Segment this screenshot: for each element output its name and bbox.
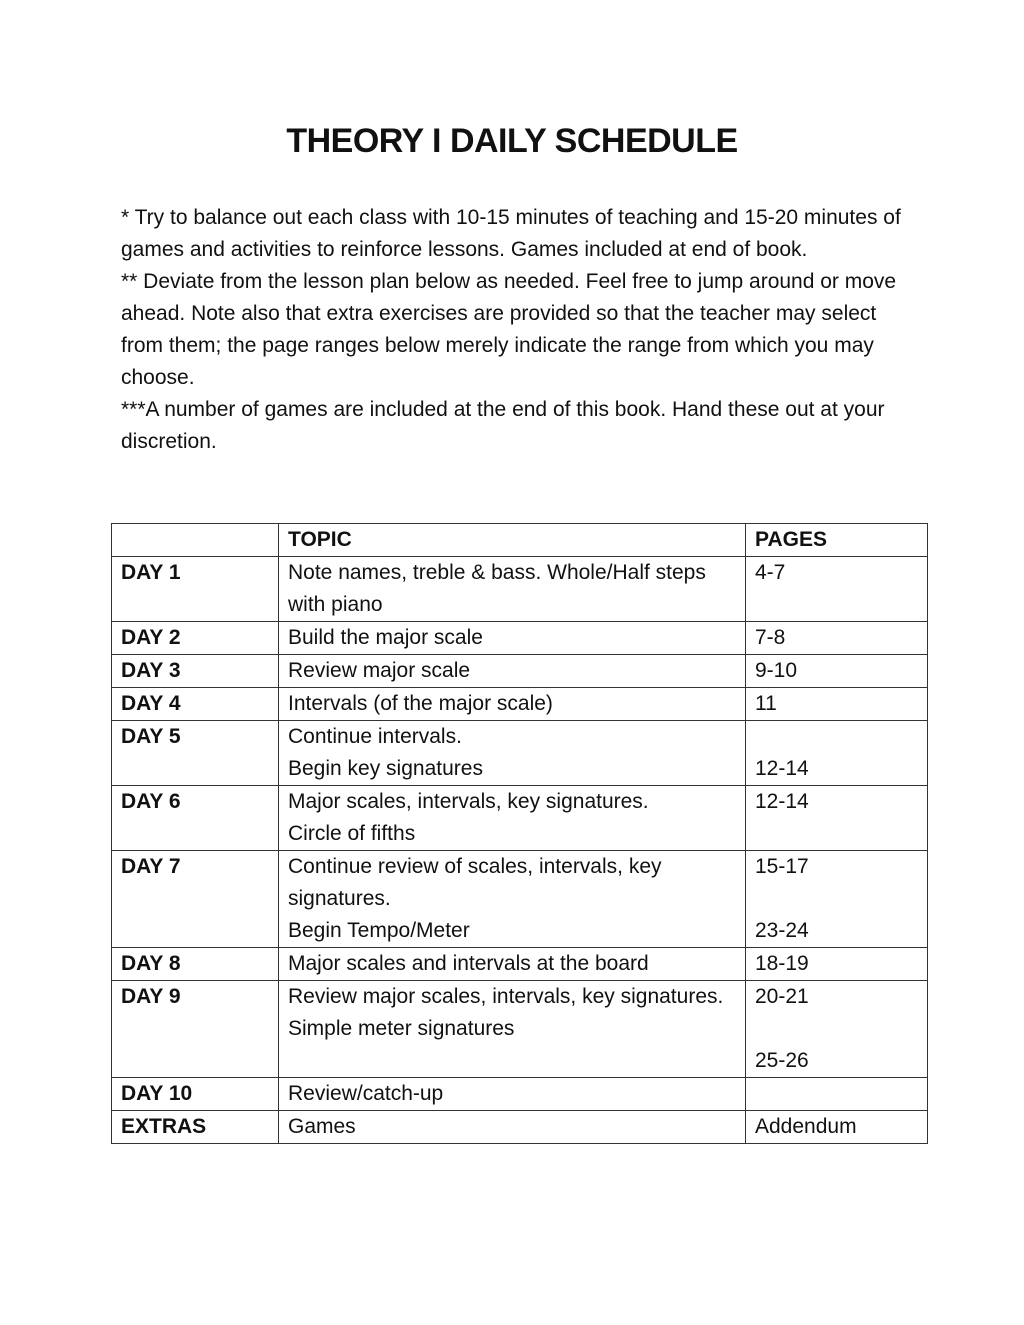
- pages-cell: [746, 688, 928, 721]
- pages-cell: [746, 557, 928, 622]
- topic-line: Begin key signatures: [288, 757, 483, 780]
- table-row: [112, 1111, 928, 1144]
- table-row: [112, 688, 928, 721]
- note-balance-class: * Try to balance out each class with 10-15 minutes of teaching and 15-20 minutes of games and activities to reinforce lessons. Games included at end of book.: [121, 206, 901, 261]
- topic-cell: [279, 1078, 746, 1111]
- page-title: THEORY I DAILY SCHEDULE: [286, 122, 738, 160]
- table-row: [112, 981, 928, 1078]
- table-row: [112, 655, 928, 688]
- pages-cell: [746, 1111, 928, 1144]
- pages-line: 25-26: [755, 1049, 809, 1072]
- topic-line: Review major scales, intervals, key signatures.: [288, 985, 724, 1008]
- pages-line: [755, 883, 919, 915]
- table-row: [112, 851, 928, 948]
- note-deviate-plan: ** Deviate from the lesson plan below as needed. Feel free to jump around or move ahead. Note also that extra exercises are provided so that the teacher may select from them; the page ranges below merely indicate the range from which you may choose.: [121, 270, 897, 389]
- pages-line: [755, 1013, 919, 1045]
- pages-cell: [746, 655, 928, 688]
- pages-line: [755, 1078, 919, 1110]
- topic-cell: [279, 981, 746, 1078]
- header-cell-day: [112, 524, 279, 557]
- topic-line: Review/catch-up: [288, 1082, 444, 1105]
- day-cell: DAY 9: [112, 981, 279, 1078]
- day-cell: DAY 4: [112, 688, 279, 721]
- instructions-notes: [121, 202, 911, 458]
- pages-cell: [746, 622, 928, 655]
- day-cell: DAY 2: [112, 622, 279, 655]
- day-cell: DAY 3: [112, 655, 279, 688]
- pages-line: Addendum: [755, 1115, 857, 1138]
- topic-line: Continue intervals.: [288, 725, 462, 748]
- pages-line: 20-21: [755, 985, 809, 1008]
- topic-line: Circle of fifths: [288, 822, 416, 845]
- pages-line: 12-14: [755, 790, 809, 813]
- pages-line: [755, 721, 919, 753]
- table-row: [112, 948, 928, 981]
- table-row: [112, 557, 928, 622]
- topic-line: Review major scale: [288, 659, 471, 682]
- topic-line: Simple meter signatures: [288, 1017, 515, 1040]
- day-cell: DAY 8: [112, 948, 279, 981]
- day-cell: DAY 7: [112, 851, 279, 948]
- table-row: [112, 786, 928, 851]
- day-cell: DAY 10: [112, 1078, 279, 1111]
- topic-cell: [279, 786, 746, 851]
- pages-line: 23-24: [755, 919, 809, 942]
- pages-line: 7-8: [755, 626, 786, 649]
- topic-cell: [279, 851, 746, 948]
- table-row: [112, 721, 928, 786]
- topic-line: Continue review of scales, intervals, key signatures.: [288, 855, 662, 910]
- pages-line: 9-10: [755, 659, 798, 682]
- day-cell: DAY 6: [112, 786, 279, 851]
- topic-line: Intervals (of the major scale): [288, 692, 553, 715]
- pages-line: 4-7: [755, 561, 786, 584]
- day-cell: EXTRAS: [112, 1111, 279, 1144]
- table-row: [112, 1078, 928, 1111]
- day-cell: DAY 1: [112, 557, 279, 622]
- day-cell: DAY 5: [112, 721, 279, 786]
- pages-cell: [746, 851, 928, 948]
- topic-cell: [279, 948, 746, 981]
- pages-cell: [746, 721, 928, 786]
- topic-line: Begin Tempo/Meter: [288, 919, 470, 942]
- pages-line: 15-17: [755, 855, 809, 878]
- table-row: [112, 622, 928, 655]
- pages-line: 18-19: [755, 952, 809, 975]
- header-cell-topic: TOPIC: [279, 524, 746, 557]
- topic-line: Games: [288, 1115, 356, 1138]
- topic-line: Note names, treble & bass. Whole/Half steps with piano: [288, 561, 706, 616]
- header-cell-pages: PAGES: [746, 524, 928, 557]
- topic-line: Major scales and intervals at the board: [288, 952, 649, 975]
- pages-cell: [746, 786, 928, 851]
- topic-cell: [279, 557, 746, 622]
- pages-cell: [746, 948, 928, 981]
- note-games-included: ***A number of games are included at the end of this book. Hand these out at your discretion.: [121, 398, 885, 453]
- schedule-table: [111, 523, 928, 1144]
- pages-line: 11: [755, 692, 777, 715]
- pages-cell: [746, 1078, 928, 1111]
- topic-cell: [279, 688, 746, 721]
- topic-cell: [279, 1111, 746, 1144]
- pages-cell: [746, 981, 928, 1078]
- topic-line: Major scales, intervals, key signatures.: [288, 790, 649, 813]
- pages-line: 12-14: [755, 757, 809, 780]
- topic-cell: [279, 622, 746, 655]
- topic-line: Build the major scale: [288, 626, 483, 649]
- topic-cell: [279, 655, 746, 688]
- table-header-row: [112, 524, 928, 557]
- topic-cell: [279, 721, 746, 786]
